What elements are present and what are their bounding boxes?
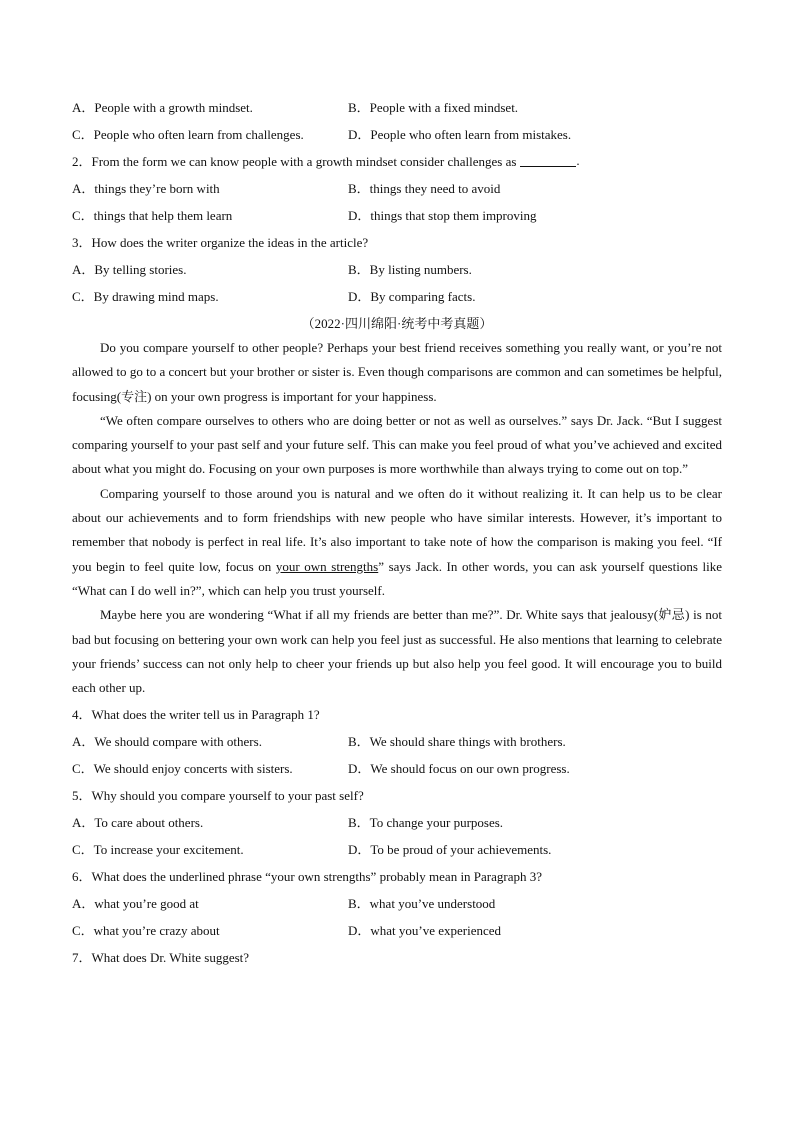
q4-option-d: D．We should focus on our own progress. (348, 761, 570, 777)
passage-paragraph-3 (72, 482, 722, 603)
q3-option-d: D．By comparing facts. (348, 289, 476, 304)
q3-option-b: B．By listing numbers. (348, 262, 472, 277)
q3-stem: 3．How does the writer organize the ideas in the article? (72, 235, 369, 250)
q6-option-a: A．what you’re good at (72, 896, 199, 912)
q1-option-a: A．People with a growth mindset. (72, 100, 253, 115)
q3-option-c: C．By drawing mind maps. (72, 289, 219, 304)
q5-option-a: A．To care about others. (72, 815, 204, 831)
q5-stem: 5．Why should you compare yourself to your past self? (72, 788, 364, 804)
passage-paragraph-4: Maybe here you are wondering “What if all my friends are better than me?”. Dr. White says that jealousy(妒忌) is not bad but focusing on bettering your own work can help you feel just as successful. He also mentions that learning to celebrate your friends’ success can not only help to cheer your friends up but also help you feel good. It will encourage you to build each other up. (72, 607, 722, 696)
q5-options-row-1 (72, 808, 722, 835)
q4-option-c: C．We should enjoy concerts with sisters. (72, 761, 293, 777)
q1-options-row-2 (72, 120, 722, 147)
q3-options-row-1 (72, 255, 722, 282)
passage-paragraph-2: “We often compare ourselves to others who are doing better or not as well as ourselves.” says Dr. Jack. “But I suggest comparing yourself to your past self and your future self. This can make you feel proud of what you’ve achieved and excited about what you might do. Focusing on your own purposes is more worthwhile than always trying to come out on top.” (72, 412, 722, 477)
q6-option-b: B．what you’ve understood (348, 896, 496, 912)
q6-options-row-1 (72, 889, 722, 916)
q2-options-row-2 (72, 201, 722, 228)
q2-blank (520, 154, 576, 167)
paragraph-3-text-a: Comparing yourself to those around you is natural and we often do it without realizing it. It can help us to be clear about our achievements and to form friendships with new people who have similar interests. However, it’s important to remember that nobody is perfect in real life. It’s also important to take note of how the comparison is making you feel. “If you begin to feel quite low, focus on (72, 485, 722, 574)
q4-stem: 4．What does the writer tell us in Paragraph 1? (72, 707, 320, 723)
q6-option-d: D．what you’ve experienced (348, 923, 502, 939)
q2-option-a: A．things they’re born with (72, 181, 220, 196)
q5-option-d: D．To be proud of your achievements. (348, 842, 552, 858)
q2-stem-text: 2．From the form we can know people with a growth mindset consider challenges as (72, 154, 517, 169)
q4-option-b: B．We should share things with brothers. (348, 734, 566, 750)
paragraph-3-text-b: ” says Jack. In other words, you can ask yourself questions like “What can I do well in?”, which can help you trust yourself. (72, 558, 722, 598)
q1-option-d: D．People who often learn from mistakes. (348, 127, 572, 142)
q2-stem (72, 147, 722, 174)
q2-stem-end: . (576, 152, 580, 168)
q2-option-d: D．things that stop them improving (348, 208, 537, 223)
underlined-phrase: your own strengths (275, 558, 379, 574)
q1-option-b: B．People with a fixed mindset. (348, 100, 519, 115)
q2-option-c: C．things that help them learn (72, 208, 233, 223)
q4-options-row-1 (72, 727, 722, 754)
q3-options-row-2 (72, 282, 722, 309)
worksheet-content (72, 93, 722, 970)
q6-options-row-2 (72, 916, 722, 943)
q6-stem: 6．What does the underlined phrase “your own strengths” probably mean in Paragraph 3? (72, 869, 543, 885)
passage-source: （2022·四川绵阳·统考中考真题） (301, 316, 493, 331)
passage-paragraph-1: Do you compare yourself to other people? Perhaps your best friend receives something you really want, or you’re not allowed to go to a concert but your brother or sister is. Even though comparisons are common and can sometimes be helpful, focusing(专注) on your own progress is important for your happiness. (72, 340, 722, 404)
q1-options-row-1 (72, 93, 722, 120)
q6-option-c: C．what you’re crazy about (72, 923, 220, 939)
q5-option-b: B．To change your purposes. (348, 815, 504, 831)
q5-option-c: C．To increase your excitement. (72, 842, 244, 858)
q1-option-c: C．People who often learn from challenges. (72, 127, 304, 142)
q7-stem: 7．What does Dr. White suggest? (72, 950, 250, 966)
q5-options-row-2 (72, 835, 722, 862)
q4-options-row-2 (72, 754, 722, 781)
q2-option-b: B．things they need to avoid (348, 181, 501, 196)
q4-option-a: A．We should compare with others. (72, 734, 262, 750)
q2-options-row-1 (72, 174, 722, 201)
q3-option-a: A．By telling stories. (72, 262, 187, 277)
